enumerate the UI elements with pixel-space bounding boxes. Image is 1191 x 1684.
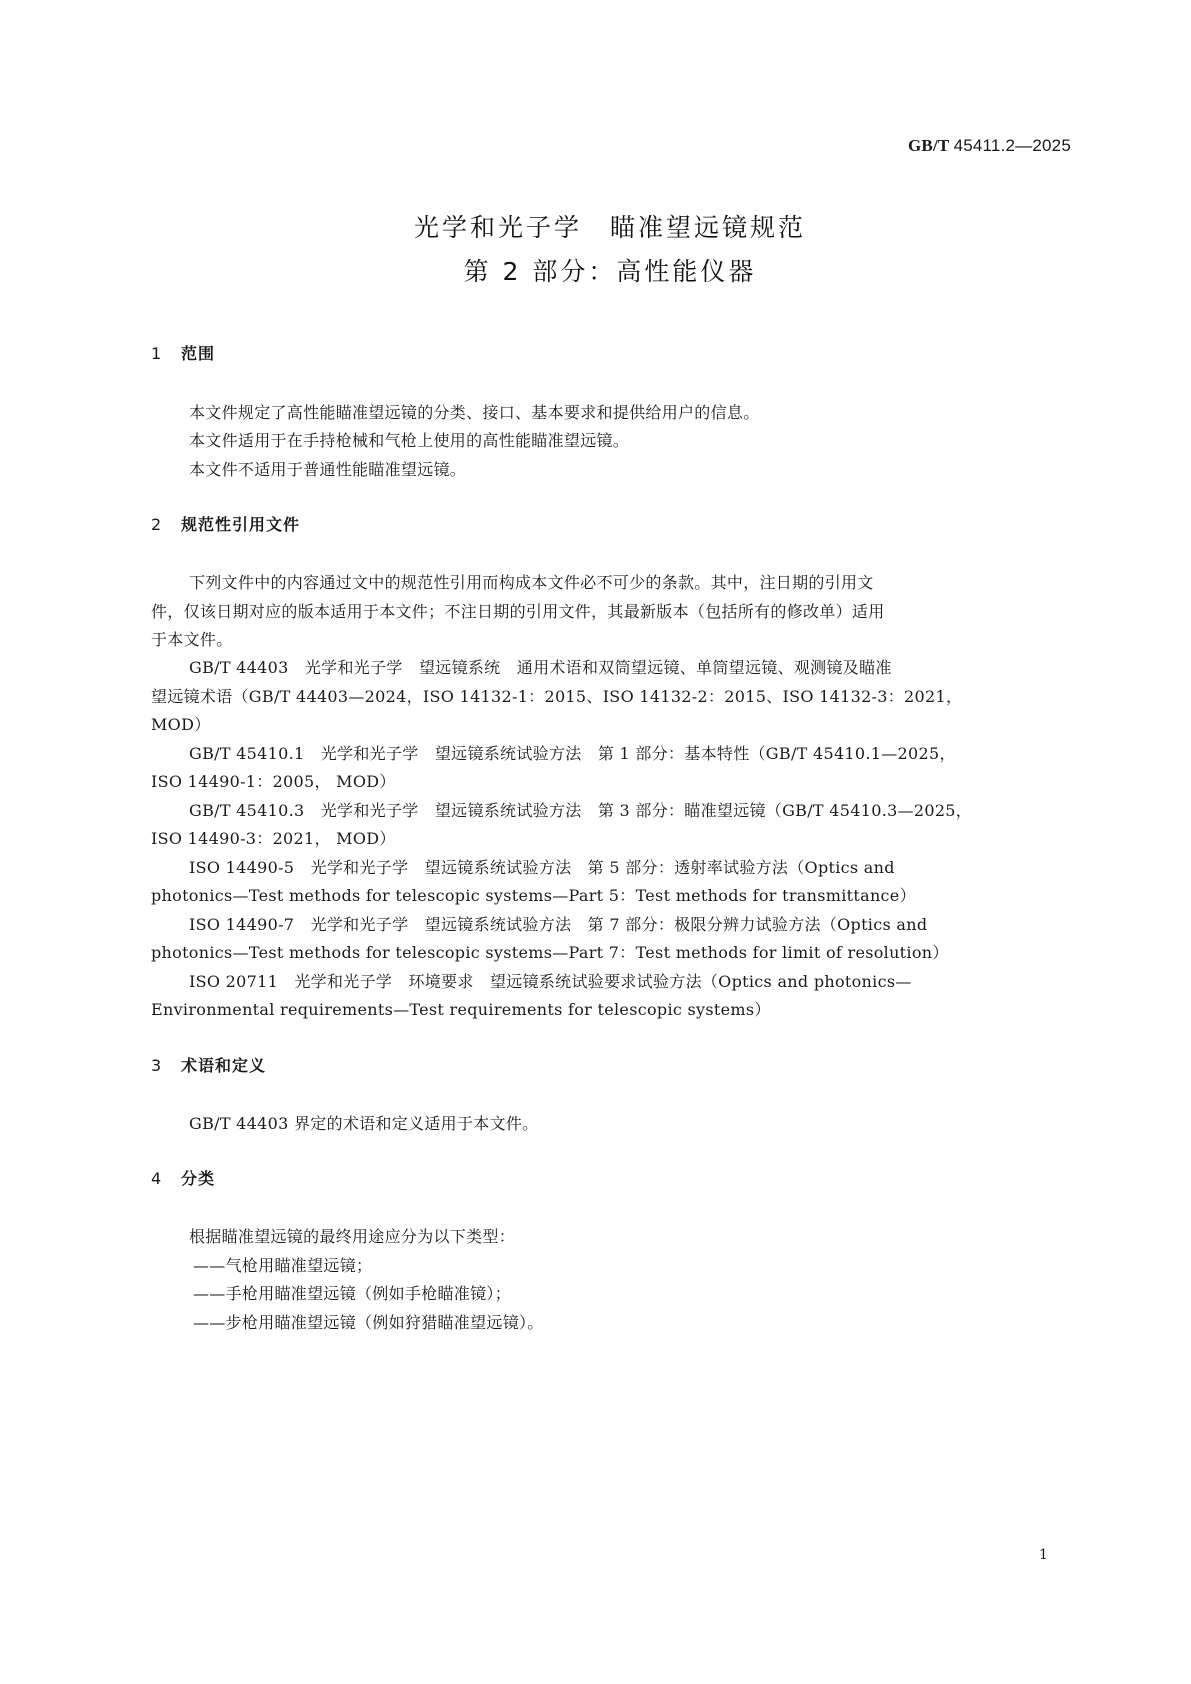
section-title: 范围 (181, 344, 216, 363)
list-item: ——手枪用瞄准望远镜（例如手枪瞄准镜）； (193, 1284, 512, 1303)
page-number: 1 (1039, 1547, 1048, 1563)
document-title-line1: 光学和光子学 瞄准望远镜规范 (413, 213, 806, 242)
reference-line: photonics—Test methods for telescopic systems—Part 5：Test methods for transmittance） (151, 886, 916, 905)
section-title: 规范性引用文件 (181, 515, 301, 534)
reference-line: GB/T 44403 光学和光子学 望远镜系统 通用术语和双筒望远镜、单筒望远镜、观测镜及瞄准 (189, 658, 892, 677)
list-item: ——步枪用瞄准望远镜（例如狩猎瞄准望远镜）。 (193, 1313, 544, 1332)
section-heading-classification (151, 1166, 215, 1189)
reference-line: ISO 14490-3：2021， MOD） (151, 829, 396, 848)
list-item: ——气枪用瞄准望远镜； (193, 1256, 373, 1275)
section-number: 1 (151, 344, 163, 363)
reference-line: GB/T 45410.1 光学和光子学 望远镜系统试验方法 第 1 部分：基本特性（GB/T 45410.1—2025， (189, 744, 956, 763)
section-number: 2 (151, 515, 163, 534)
section-heading-scope (151, 341, 215, 364)
section-title: 术语和定义 (181, 1056, 267, 1075)
standard-prefix: GB/T (908, 136, 950, 155)
reference-line: ISO 14490-7 光学和光子学 望远镜系统试验方法 第 7 部分：极限分辨力试验方法（Optics and (189, 915, 928, 934)
reference-line: ISO 20711 光学和光子学 环境要求 望远镜系统试验要求试验方法（Optics and photonics— (189, 972, 912, 991)
reference-line: GB/T 45410.3 光学和光子学 望远镜系统试验方法 第 3 部分：瞄准望远镜（GB/T 45410.3—2025， (189, 801, 973, 820)
section-heading-normative-references (151, 512, 300, 535)
reference-line: MOD） (151, 715, 211, 734)
reference-line: 望远镜术语（GB/T 44403—2024，ISO 14132-1：2015、ISO 14132-2：2015、ISO 14132-3：2021， (151, 687, 963, 706)
paragraph-line: 下列文件中的内容通过文中的规范性引用而构成本文件必不可少的条款。其中，注日期的引用文 (189, 573, 874, 592)
section-number: 4 (151, 1169, 163, 1188)
paragraph-line: 于本文件。 (151, 630, 233, 649)
document-title-line2: 第 2 部分：高性能仪器 (463, 257, 757, 286)
paragraph: GB/T 44403 界定的术语和定义适用于本文件。 (189, 1114, 539, 1133)
standard-code: 45411.2—2025 (953, 136, 1071, 155)
section-title: 分类 (181, 1169, 216, 1188)
paragraph-line: 件，仅该日期对应的版本适用于本文件；不注日期的引用文件，其最新版本（包括所有的修改单）适用 (151, 602, 885, 621)
reference-line: ISO 14490-1：2005， MOD） (151, 772, 396, 791)
paragraph: 本文件规定了高性能瞄准望远镜的分类、接口、基本要求和提供给用户的信息。 (189, 403, 760, 422)
reference-line: photonics—Test methods for telescopic systems—Part 7：Test methods for limit of resolution） (151, 943, 949, 962)
reference-line: ISO 14490-5 光学和光子学 望远镜系统试验方法 第 5 部分：透射率试验方法（Optics and (189, 858, 895, 877)
section-heading-terms (151, 1053, 266, 1076)
reference-line: Environmental requirements—Test requirements for telescopic systems） (151, 1000, 771, 1019)
section-number: 3 (151, 1056, 163, 1075)
paragraph: 根据瞄准望远镜的最终用途应分为以下类型： (189, 1227, 516, 1246)
paragraph: 本文件适用于在手持枪械和气枪上使用的高性能瞄准望远镜。 (189, 431, 630, 450)
standard-number (908, 136, 1071, 156)
paragraph: 本文件不适用于普通性能瞄准望远镜。 (189, 460, 467, 479)
